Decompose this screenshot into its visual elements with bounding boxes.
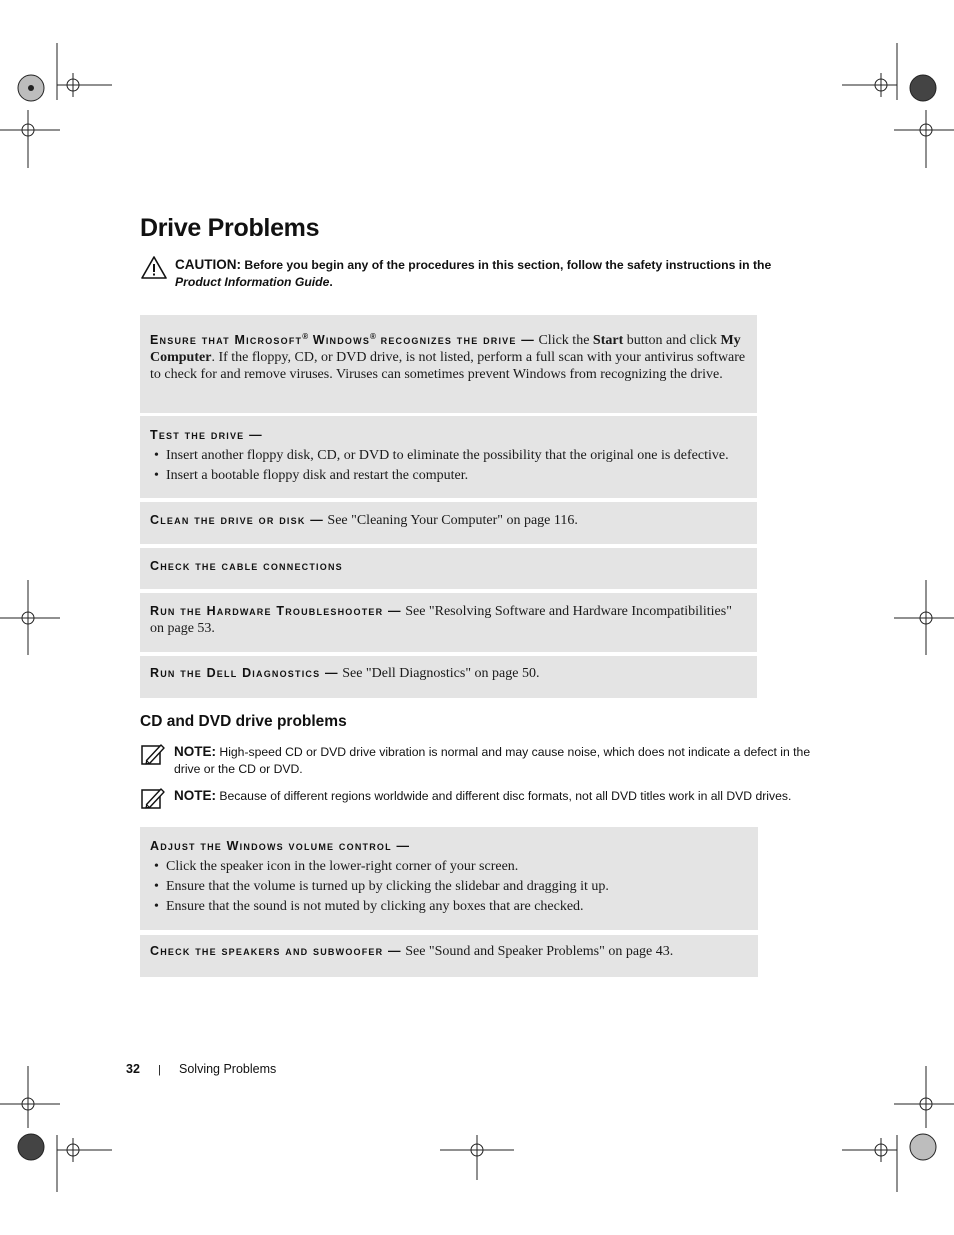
registration-mark-icon [0, 1065, 954, 1195]
my-computer-reference: My Computer [150, 333, 741, 366]
list-item: • Click the speaker icon in the lower-right corner of your screen. [150, 858, 748, 875]
tip-text: See "Cleaning Your Computer" on page 116. [327, 513, 578, 528]
note-callout [141, 787, 834, 805]
tip-heading: Clean the drive or disk — [150, 513, 324, 527]
note-text: Because of different regions worldwide and different disc formats, not all DVD titles work in all DVD drives. [219, 789, 792, 803]
note-callout [141, 743, 814, 778]
caution-text: Before you begin any of the procedures in this section, follow the safety instructions in the [244, 258, 772, 272]
list-item: • Ensure that the sound is not muted by clicking any boxes that are checked. [150, 898, 748, 915]
caution-callout [141, 256, 775, 291]
caution-guide-title: Product Information Guide [175, 275, 330, 289]
footer-section: Solving Problems [179, 1062, 277, 1076]
tip-bullet-list [150, 447, 747, 484]
pencil-note-icon [141, 787, 165, 809]
tip-heading: Run the Hardware Troubleshooter — [150, 604, 402, 618]
list-item: • Insert a bootable floppy disk and restart the computer. [150, 467, 747, 484]
tip-text: See "Resolving Software and Hardware Incompatibilities" on page 53. [150, 604, 732, 636]
tip-text: See "Sound and Speaker Problems" on page 43. [405, 944, 674, 959]
caution-end: . [329, 275, 333, 289]
start-button-reference: Start [592, 333, 624, 349]
note-text: High-speed CD or DVD drive vibration is normal and may cause noise, which does not indicate a defect in the drive or the CD or DVD. [174, 745, 811, 776]
tip-box-dell-diagnostics [140, 656, 757, 698]
caution-label: CAUTION: [175, 257, 241, 272]
tip-heading: Run the Dell Diagnostics — [150, 666, 339, 680]
registration-mark-icon [0, 40, 954, 175]
warning-triangle-icon [141, 256, 167, 279]
page-title: Drive Problems [140, 214, 320, 242]
tip-heading: Test the drive — [150, 428, 263, 442]
list-item: • Insert another floppy disk, CD, or DVD to eliminate the possibility that the original one is defective. [150, 447, 747, 464]
list-item: • Ensure that the volume is turned up by clicking the slidebar and dragging it up. [150, 878, 748, 895]
tip-box-test-drive [140, 416, 757, 498]
page-number: 32 [126, 1062, 140, 1076]
tip-heading: Check the cable connections [150, 559, 343, 573]
tip-bullet-list [150, 858, 748, 915]
tip-box-speakers [140, 935, 758, 977]
footer-separator: | [158, 1064, 161, 1076]
tip-heading: Check the speakers and subwoofer — [150, 944, 402, 958]
tip-box-clean-drive [140, 502, 757, 544]
note-label: NOTE: [174, 788, 216, 803]
tip-heading: Ensure that Microsoft® Windows® recognizes the drive — [150, 332, 535, 348]
tip-heading: Adjust the Windows volume control — [150, 839, 411, 853]
tip-text: Click the [538, 333, 590, 349]
subsection-title: CD and DVD drive problems [140, 713, 347, 730]
tip-box-check-cables [140, 548, 757, 589]
tip-text: See "Dell Diagnostics" on page 50. [342, 666, 540, 681]
pencil-note-icon [141, 743, 165, 765]
tip-box-volume-control [140, 827, 758, 930]
note-label: NOTE: [174, 744, 216, 759]
tip-box-ensure-recognized: Ensure that Microsoft® Windows® recognizes the drive — Click the Start button and click My Computer. If the floppy, CD, or DVD drive, is not listed, perform a full scan with your antivirus software to check for and remove viruses. Viruses can sometimes prevent Windows from recognizing the drive. [140, 315, 757, 413]
tip-box-hardware-troubleshooter [140, 593, 757, 652]
